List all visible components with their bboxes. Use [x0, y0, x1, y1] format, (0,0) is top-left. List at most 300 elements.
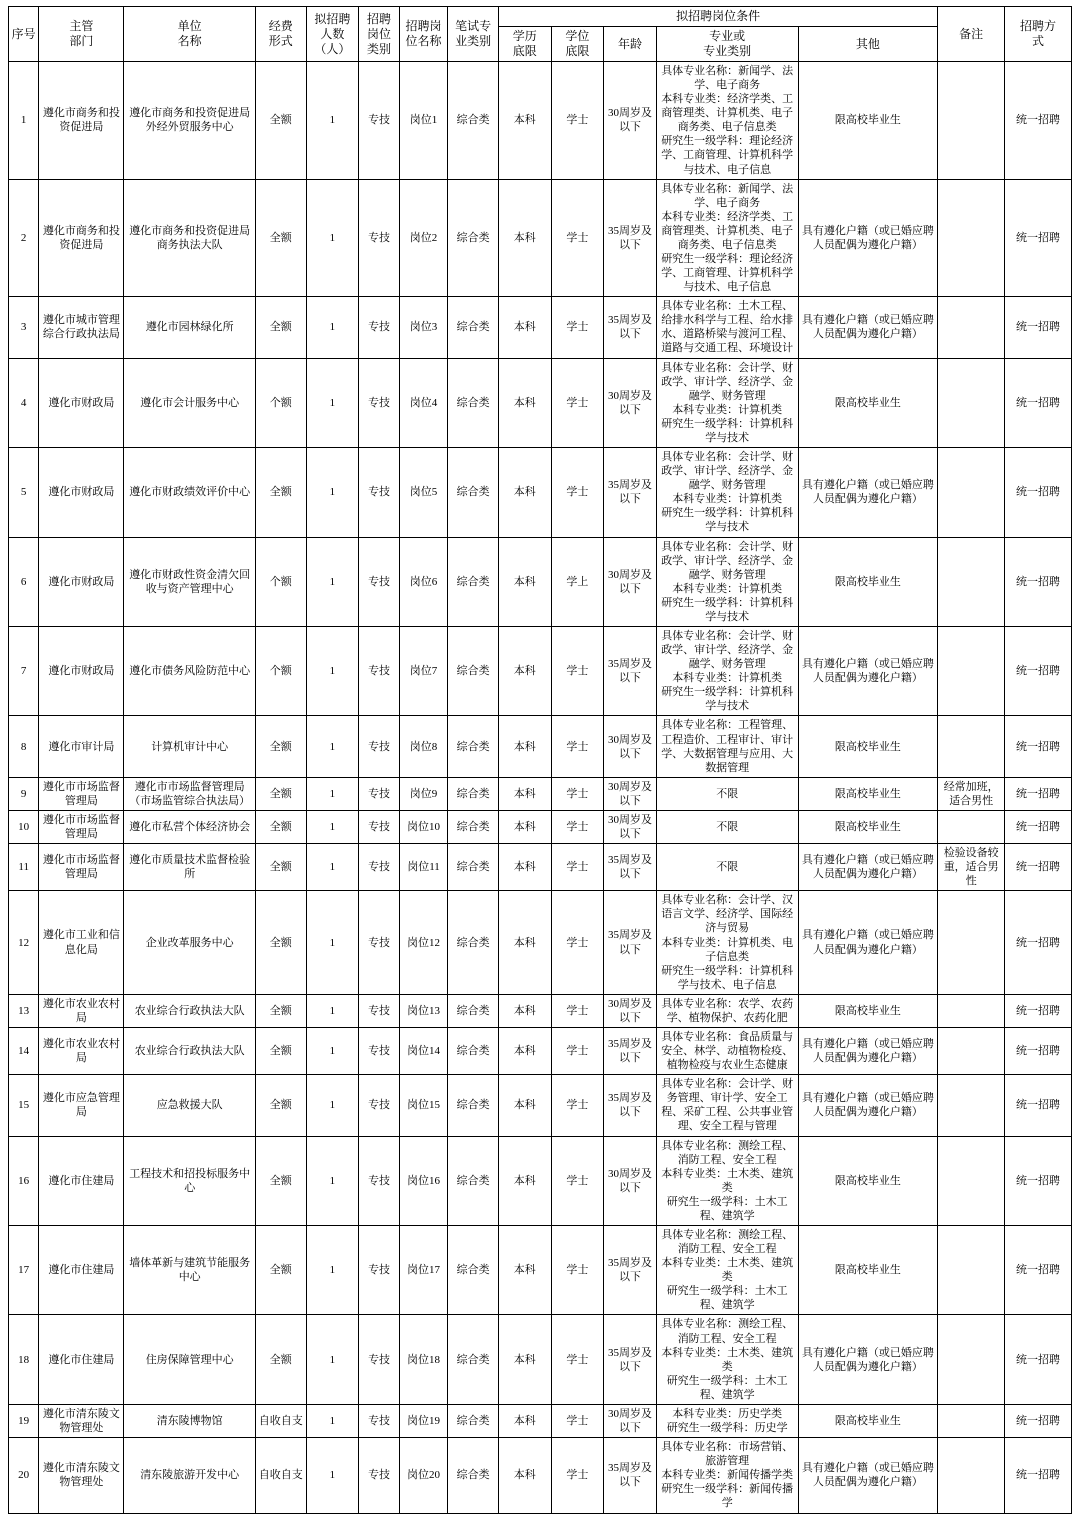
cell-funding: 个额: [255, 626, 306, 715]
cell-unit: 遵化市商务和投资促进局外经外贸服务中心: [124, 62, 256, 180]
cell-headcount: 1: [306, 1136, 359, 1225]
col-header-dept-line2: 部门: [69, 34, 94, 48]
cell-remark: [938, 179, 1005, 297]
cell-recruit-way: 统一招聘: [1005, 1075, 1072, 1136]
cell-degree: 学士: [551, 844, 604, 891]
cell-other: 限高校毕业生: [798, 537, 938, 626]
cell-education: 本科: [498, 716, 551, 777]
col-header-degree-line2: 底限: [565, 44, 590, 58]
cell-seq: 7: [9, 626, 39, 715]
cell-other: 限高校毕业生: [798, 810, 938, 843]
cell-recruit-way: 统一招聘: [1005, 1136, 1072, 1225]
cell-department: 遵化市工业和信息化局: [39, 891, 124, 995]
cell-major: 具体专业名称：食品质量与安全、林学、动植物检疫、植物检疫与农业生态健康: [656, 1028, 798, 1075]
col-header-post-type: [359, 7, 399, 62]
col-header-degree: [551, 27, 604, 62]
cell-post-type: 专技: [359, 1315, 399, 1404]
cell-other: 限高校毕业生: [798, 358, 938, 447]
cell-post-name: 岗位15: [399, 1075, 448, 1136]
cell-other: 限高校毕业生: [798, 1404, 938, 1437]
col-header-exam-line2: 业类别: [455, 34, 492, 48]
cell-other: 限高校毕业生: [798, 62, 938, 180]
table-row: [9, 891, 1072, 995]
cell-headcount: 1: [306, 448, 359, 537]
cell-department: 遵化市应急管理局: [39, 1075, 124, 1136]
cell-seq: 14: [9, 1028, 39, 1075]
cell-major: 不限: [656, 810, 798, 843]
cell-other: 限高校毕业生: [798, 1136, 938, 1225]
cell-degree: 学士: [551, 626, 604, 715]
cell-post-name: 岗位14: [399, 1028, 448, 1075]
cell-recruit-way: 统一招聘: [1005, 358, 1072, 447]
table-row: [9, 844, 1072, 891]
cell-education: 本科: [498, 1075, 551, 1136]
cell-major: 具体专业名称：会计学、财政学、审计学、经济学、金融学、财务管理 本科专业类：计算机类 研究生一级学科：计算机科学与技术: [656, 358, 798, 447]
cell-education: 本科: [498, 448, 551, 537]
cell-education: 本科: [498, 179, 551, 297]
col-header-other: 其他: [798, 27, 938, 62]
cell-seq: 10: [9, 810, 39, 843]
col-header-major: [656, 27, 798, 62]
cell-funding: 全额: [255, 777, 306, 810]
table-row: [9, 994, 1072, 1027]
cell-headcount: 1: [306, 844, 359, 891]
cell-degree: 学士: [551, 297, 604, 358]
cell-exam-category: 综合类: [448, 810, 499, 843]
cell-unit: 计算机审计中心: [124, 716, 256, 777]
cell-unit: 工程技术和招投标服务中心: [124, 1136, 256, 1225]
cell-department: 遵化市市场监督管理局: [39, 777, 124, 810]
cell-recruit-way: 统一招聘: [1005, 1438, 1072, 1513]
col-header-major-line1: 专业或: [709, 29, 746, 43]
cell-recruit-way: 统一招聘: [1005, 844, 1072, 891]
cell-education: 本科: [498, 891, 551, 995]
cell-major: 具体专业名称：土木工程、给排水科学与工程、给水排水、道路桥梁与渡河工程、道路与交通工程、环境设计: [656, 297, 798, 358]
cell-age: 30周岁及以下: [604, 1404, 657, 1437]
cell-other: 具有遵化户籍（或已婚应聘人员配偶为遵化户籍）: [798, 297, 938, 358]
cell-recruit-way: 统一招聘: [1005, 1315, 1072, 1404]
table-row: [9, 537, 1072, 626]
cell-major: 具体专业名称：新闻学、法学、电子商务 本科专业类：经济学类、工商管理类、计算机类、电子商务类、电子信息类 研究生一级学科：理论经济学、工商管理、计算机科学与技术、电子信息: [656, 179, 798, 297]
cell-department: 遵化市财政局: [39, 358, 124, 447]
cell-major: 具体专业名称：测绘工程、消防工程、安全工程 本科专业类：土木类、建筑类 研究生一级学科：土木工程、建筑学: [656, 1226, 798, 1315]
cell-headcount: 1: [306, 1075, 359, 1136]
cell-department: 遵化市财政局: [39, 448, 124, 537]
cell-recruit-way: 统一招聘: [1005, 716, 1072, 777]
cell-major: 具体专业名称：会计学、财务管理、审计学、安全工程、采矿工程、公共事业管理、安全工程与管理: [656, 1075, 798, 1136]
cell-education: 本科: [498, 1404, 551, 1437]
cell-department: 遵化市市场监督管理局: [39, 844, 124, 891]
cell-remark: [938, 1136, 1005, 1225]
cell-unit: 遵化市商务和投资促进局商务执法大队: [124, 179, 256, 297]
col-header-conditions-group: 拟招聘岗位条件: [498, 7, 937, 27]
cell-seq: 17: [9, 1226, 39, 1315]
cell-recruit-way: 统一招聘: [1005, 448, 1072, 537]
cell-degree: 学士: [551, 810, 604, 843]
cell-degree: 学士: [551, 1226, 604, 1315]
cell-age: 30周岁及以下: [604, 716, 657, 777]
cell-degree: 学士: [551, 62, 604, 180]
cell-department: 遵化市财政局: [39, 626, 124, 715]
cell-funding: 全额: [255, 716, 306, 777]
cell-recruit-way: 统一招聘: [1005, 297, 1072, 358]
cell-headcount: 1: [306, 1438, 359, 1513]
cell-education: 本科: [498, 1315, 551, 1404]
cell-unit: 农业综合行政执法大队: [124, 994, 256, 1027]
cell-unit: 清东陵博物馆: [124, 1404, 256, 1437]
cell-remark: [938, 810, 1005, 843]
table-row: [9, 448, 1072, 537]
cell-headcount: 1: [306, 62, 359, 180]
cell-remark: [938, 626, 1005, 715]
cell-age: 30周岁及以下: [604, 810, 657, 843]
col-header-way-line2: 式: [1032, 34, 1045, 48]
cell-funding: 全额: [255, 1028, 306, 1075]
cell-age: 35周岁及以下: [604, 179, 657, 297]
cell-post-name: 岗位11: [399, 844, 448, 891]
cell-seq: 1: [9, 62, 39, 180]
cell-funding: 全额: [255, 891, 306, 995]
table-row: [9, 62, 1072, 180]
cell-degree: 学士: [551, 1028, 604, 1075]
cell-exam-category: 综合类: [448, 716, 499, 777]
cell-education: 本科: [498, 1438, 551, 1513]
cell-degree: 学士: [551, 1136, 604, 1225]
table-row: [9, 810, 1072, 843]
cell-degree: 学士: [551, 1315, 604, 1404]
col-header-unit-line1: 单位: [177, 19, 202, 33]
cell-department: 遵化市财政局: [39, 537, 124, 626]
cell-age: 30周岁及以下: [604, 1136, 657, 1225]
col-header-exam-category: [448, 7, 499, 62]
col-header-education-line2: 底限: [512, 44, 537, 58]
cell-age: 35周岁及以下: [604, 1226, 657, 1315]
cell-education: 本科: [498, 537, 551, 626]
cell-recruit-way: 统一招聘: [1005, 626, 1072, 715]
cell-headcount: 1: [306, 626, 359, 715]
cell-exam-category: 综合类: [448, 1075, 499, 1136]
cell-recruit-way: 统一招聘: [1005, 1226, 1072, 1315]
cell-seq: 20: [9, 1438, 39, 1513]
cell-post-name: 岗位12: [399, 891, 448, 995]
cell-post-type: 专技: [359, 777, 399, 810]
cell-headcount: 1: [306, 537, 359, 626]
header-row-1: [9, 7, 1072, 27]
cell-post-type: 专技: [359, 1136, 399, 1225]
cell-department: 遵化市住建局: [39, 1136, 124, 1225]
cell-recruit-way: 统一招聘: [1005, 994, 1072, 1027]
cell-seq: 16: [9, 1136, 39, 1225]
cell-remark: [938, 358, 1005, 447]
cell-age: 30周岁及以下: [604, 62, 657, 180]
cell-education: 本科: [498, 62, 551, 180]
cell-unit: 清东陵旅游开发中心: [124, 1438, 256, 1513]
cell-post-type: 专技: [359, 448, 399, 537]
cell-post-name: 岗位17: [399, 1226, 448, 1315]
cell-headcount: 1: [306, 358, 359, 447]
col-header-dept-line1: 主管: [69, 19, 94, 33]
cell-unit: 农业综合行政执法大队: [124, 1028, 256, 1075]
cell-post-name: 岗位6: [399, 537, 448, 626]
table-row: [9, 179, 1072, 297]
cell-seq: 2: [9, 179, 39, 297]
cell-major: 具体专业名称：新闻学、法学、电子商务 本科专业类：经济学类、工商管理类、计算机类、电子商务类、电子信息类 研究生一级学科：理论经济学、工商管理、计算机科学与技术、电子信息: [656, 62, 798, 180]
table-row: [9, 297, 1072, 358]
cell-age: 35周岁及以下: [604, 626, 657, 715]
cell-headcount: 1: [306, 1315, 359, 1404]
cell-department: 遵化市农业农村局: [39, 994, 124, 1027]
cell-exam-category: 综合类: [448, 1226, 499, 1315]
col-header-post-type-line3: 类别: [366, 41, 391, 56]
cell-funding: 自收自支: [255, 1404, 306, 1437]
cell-other: 限高校毕业生: [798, 994, 938, 1027]
cell-exam-category: 综合类: [448, 297, 499, 358]
cell-headcount: 1: [306, 810, 359, 843]
cell-major: 不限: [656, 844, 798, 891]
cell-major: 具体专业名称：测绘工程、消防工程、安全工程 本科专业类：土木类、建筑类 研究生一级学科：土木工程、建筑学: [656, 1315, 798, 1404]
cell-remark: [938, 1315, 1005, 1404]
cell-post-type: 专技: [359, 537, 399, 626]
cell-post-name: 岗位13: [399, 994, 448, 1027]
cell-unit: 遵化市财政性资金清欠回收与资产管理中心: [124, 537, 256, 626]
cell-remark: [938, 1028, 1005, 1075]
cell-department: 遵化市清东陵文物管理处: [39, 1404, 124, 1437]
cell-headcount: 1: [306, 716, 359, 777]
cell-recruit-way: 统一招聘: [1005, 1028, 1072, 1075]
col-header-number-line2: 人数: [320, 26, 345, 41]
cell-age: 30周岁及以下: [604, 777, 657, 810]
col-header-exam-line1: 笔试专: [455, 19, 492, 33]
cell-seq: 3: [9, 297, 39, 358]
cell-department: 遵化市市场监督管理局: [39, 810, 124, 843]
col-header-way-line1: 招聘方: [1020, 19, 1057, 33]
col-header-number-line3: （人）: [314, 41, 351, 56]
table-row: [9, 1136, 1072, 1225]
cell-post-name: 岗位18: [399, 1315, 448, 1404]
cell-age: 35周岁及以下: [604, 1028, 657, 1075]
cell-headcount: 1: [306, 891, 359, 995]
col-header-post-name: [399, 7, 448, 62]
col-header-remark: 备注: [938, 7, 1005, 62]
cell-other: 具有遵化户籍（或已婚应聘人员配偶为遵化户籍）: [798, 1438, 938, 1513]
cell-education: 本科: [498, 358, 551, 447]
cell-other: 具有遵化户籍（或已婚应聘人员配偶为遵化户籍）: [798, 844, 938, 891]
cell-education: 本科: [498, 810, 551, 843]
cell-education: 本科: [498, 994, 551, 1027]
cell-degree: 学上: [551, 537, 604, 626]
cell-post-name: 岗位7: [399, 626, 448, 715]
table-row: [9, 626, 1072, 715]
cell-education: 本科: [498, 1226, 551, 1315]
cell-department: 遵化市商务和投资促进局: [39, 179, 124, 297]
cell-post-type: 专技: [359, 358, 399, 447]
cell-age: 35周岁及以下: [604, 297, 657, 358]
table-row: [9, 358, 1072, 447]
col-header-post-type-line1: 招聘: [366, 11, 391, 26]
cell-other: 限高校毕业生: [798, 1226, 938, 1315]
table-head: [9, 7, 1072, 62]
col-header-education-line1: 学历: [512, 29, 537, 43]
cell-major: 本科专业类：历史学类 研究生一级学科：历史学: [656, 1404, 798, 1437]
cell-major: 具体专业名称：会计学、财政学、审计学、经济学、金融学、财务管理 本科专业类：计算机类 研究生一级学科：计算机科学与技术: [656, 537, 798, 626]
cell-post-name: 岗位3: [399, 297, 448, 358]
cell-education: 本科: [498, 844, 551, 891]
cell-unit: 遵化市私营个体经济协会: [124, 810, 256, 843]
cell-exam-category: 综合类: [448, 537, 499, 626]
cell-age: 30周岁及以下: [604, 994, 657, 1027]
cell-other: 具有遵化户籍（或已婚应聘人员配偶为遵化户籍）: [798, 448, 938, 537]
cell-recruit-way: 统一招聘: [1005, 891, 1072, 995]
cell-funding: 个额: [255, 358, 306, 447]
cell-seq: 9: [9, 777, 39, 810]
col-header-fund-line2: 形式: [268, 34, 293, 48]
cell-education: 本科: [498, 1136, 551, 1225]
cell-exam-category: 综合类: [448, 891, 499, 995]
table-row: [9, 1028, 1072, 1075]
cell-funding: 个额: [255, 537, 306, 626]
cell-recruit-way: 统一招聘: [1005, 62, 1072, 180]
cell-recruit-way: 统一招聘: [1005, 179, 1072, 297]
cell-exam-category: 综合类: [448, 1028, 499, 1075]
cell-post-name: 岗位5: [399, 448, 448, 537]
table-row: [9, 777, 1072, 810]
cell-exam-category: 综合类: [448, 179, 499, 297]
cell-recruit-way: 统一招聘: [1005, 1404, 1072, 1437]
cell-unit: 遵化市园林绿化所: [124, 297, 256, 358]
cell-degree: 学士: [551, 358, 604, 447]
cell-other: 具有遵化户籍（或已婚应聘人员配偶为遵化户籍）: [798, 1315, 938, 1404]
cell-exam-category: 综合类: [448, 777, 499, 810]
cell-funding: 全额: [255, 810, 306, 843]
cell-headcount: 1: [306, 179, 359, 297]
cell-seq: 4: [9, 358, 39, 447]
cell-age: 35周岁及以下: [604, 1315, 657, 1404]
cell-remark: [938, 297, 1005, 358]
cell-post-name: 岗位1: [399, 62, 448, 180]
col-header-degree-line1: 学位: [565, 29, 590, 43]
col-header-post-name-line1: 招聘岗: [405, 19, 442, 33]
cell-headcount: 1: [306, 777, 359, 810]
cell-unit: 遵化市质量技术监督检验所: [124, 844, 256, 891]
cell-headcount: 1: [306, 994, 359, 1027]
cell-degree: 学士: [551, 994, 604, 1027]
cell-post-name: 岗位16: [399, 1136, 448, 1225]
cell-unit: 应急救援大队: [124, 1075, 256, 1136]
cell-other: 限高校毕业生: [798, 716, 938, 777]
cell-department: 遵化市审计局: [39, 716, 124, 777]
cell-degree: 学士: [551, 891, 604, 995]
cell-department: 遵化市城市管理综合行政执法局: [39, 297, 124, 358]
cell-post-type: 专技: [359, 844, 399, 891]
cell-post-name: 岗位9: [399, 777, 448, 810]
cell-post-name: 岗位20: [399, 1438, 448, 1513]
col-header-fund-line1: 经费: [268, 19, 293, 33]
col-header-seq: 序号: [9, 7, 39, 62]
cell-recruit-way: 统一招聘: [1005, 810, 1072, 843]
cell-remark: [938, 1075, 1005, 1136]
cell-post-type: 专技: [359, 1404, 399, 1437]
cell-other: 限高校毕业生: [798, 777, 938, 810]
cell-seq: 15: [9, 1075, 39, 1136]
cell-post-type: 专技: [359, 626, 399, 715]
cell-exam-category: 综合类: [448, 62, 499, 180]
cell-post-name: 岗位19: [399, 1404, 448, 1437]
cell-headcount: 1: [306, 297, 359, 358]
cell-seq: 8: [9, 716, 39, 777]
cell-seq: 19: [9, 1404, 39, 1437]
cell-funding: 全额: [255, 1136, 306, 1225]
cell-post-type: 专技: [359, 891, 399, 995]
col-header-unit: [124, 7, 256, 62]
cell-major: 具体专业名称：农学、农药学、植物保护、农药化肥: [656, 994, 798, 1027]
col-header-post-name-line2: 位名称: [405, 34, 442, 48]
cell-funding: 全额: [255, 1226, 306, 1315]
table-row: [9, 1438, 1072, 1513]
cell-funding: 全额: [255, 179, 306, 297]
cell-unit: 遵化市债务风险防范中心: [124, 626, 256, 715]
cell-department: 遵化市清东陵文物管理处: [39, 1438, 124, 1513]
cell-unit: 住房保障管理中心: [124, 1315, 256, 1404]
cell-degree: 学士: [551, 1438, 604, 1513]
cell-unit: 遵化市市场监督管理局（市场监管综合执法局）: [124, 777, 256, 810]
cell-exam-category: 综合类: [448, 1438, 499, 1513]
cell-age: 35周岁及以下: [604, 1438, 657, 1513]
col-header-recruit-way: [1005, 7, 1072, 62]
cell-post-type: 专技: [359, 1028, 399, 1075]
cell-exam-category: 综合类: [448, 358, 499, 447]
cell-remark: [938, 994, 1005, 1027]
cell-recruit-way: 统一招聘: [1005, 537, 1072, 626]
cell-other: 具有遵化户籍（或已婚应聘人员配偶为遵化户籍）: [798, 891, 938, 995]
col-header-post-type-line2: 岗位: [366, 26, 391, 41]
cell-post-type: 专技: [359, 810, 399, 843]
cell-education: 本科: [498, 297, 551, 358]
col-header-age: 年龄: [604, 27, 657, 62]
cell-degree: 学士: [551, 1404, 604, 1437]
cell-funding: 全额: [255, 62, 306, 180]
cell-unit: 墙体革新与建筑节能服务中心: [124, 1226, 256, 1315]
cell-remark: [938, 448, 1005, 537]
cell-headcount: 1: [306, 1404, 359, 1437]
cell-remark: [938, 62, 1005, 180]
cell-post-type: 专技: [359, 1075, 399, 1136]
cell-post-name: 岗位4: [399, 358, 448, 447]
col-header-number: [306, 7, 359, 62]
cell-major: 不限: [656, 777, 798, 810]
cell-department: 遵化市农业农村局: [39, 1028, 124, 1075]
cell-age: 35周岁及以下: [604, 1075, 657, 1136]
cell-post-type: 专技: [359, 994, 399, 1027]
cell-seq: 13: [9, 994, 39, 1027]
cell-major: 具体专业名称：市场营销、旅游管理 本科专业类：新闻传播学类 研究生一级学科：新闻传播学: [656, 1438, 798, 1513]
cell-funding: 自收自支: [255, 1438, 306, 1513]
cell-unit: 遵化市财政绩效评价中心: [124, 448, 256, 537]
cell-unit: 遵化市会计服务中心: [124, 358, 256, 447]
cell-seq: 6: [9, 537, 39, 626]
cell-funding: 全额: [255, 844, 306, 891]
cell-remark: 经常加班，适合男性: [938, 777, 1005, 810]
cell-post-type: 专技: [359, 1226, 399, 1315]
cell-remark: [938, 716, 1005, 777]
cell-department: 遵化市住建局: [39, 1315, 124, 1404]
cell-funding: 全额: [255, 1075, 306, 1136]
cell-major: 具体专业名称：会计学、财政学、审计学、经济学、金融学、财务管理 本科专业类：计算机类 研究生一级学科：计算机科学与技术: [656, 626, 798, 715]
cell-major: 具体专业名称：工程管理、工程造价、工程审计、审计学、大数据管理与应用、大数据管理: [656, 716, 798, 777]
cell-age: 35周岁及以下: [604, 844, 657, 891]
table-row: [9, 1226, 1072, 1315]
cell-post-type: 专技: [359, 297, 399, 358]
cell-seq: 12: [9, 891, 39, 995]
